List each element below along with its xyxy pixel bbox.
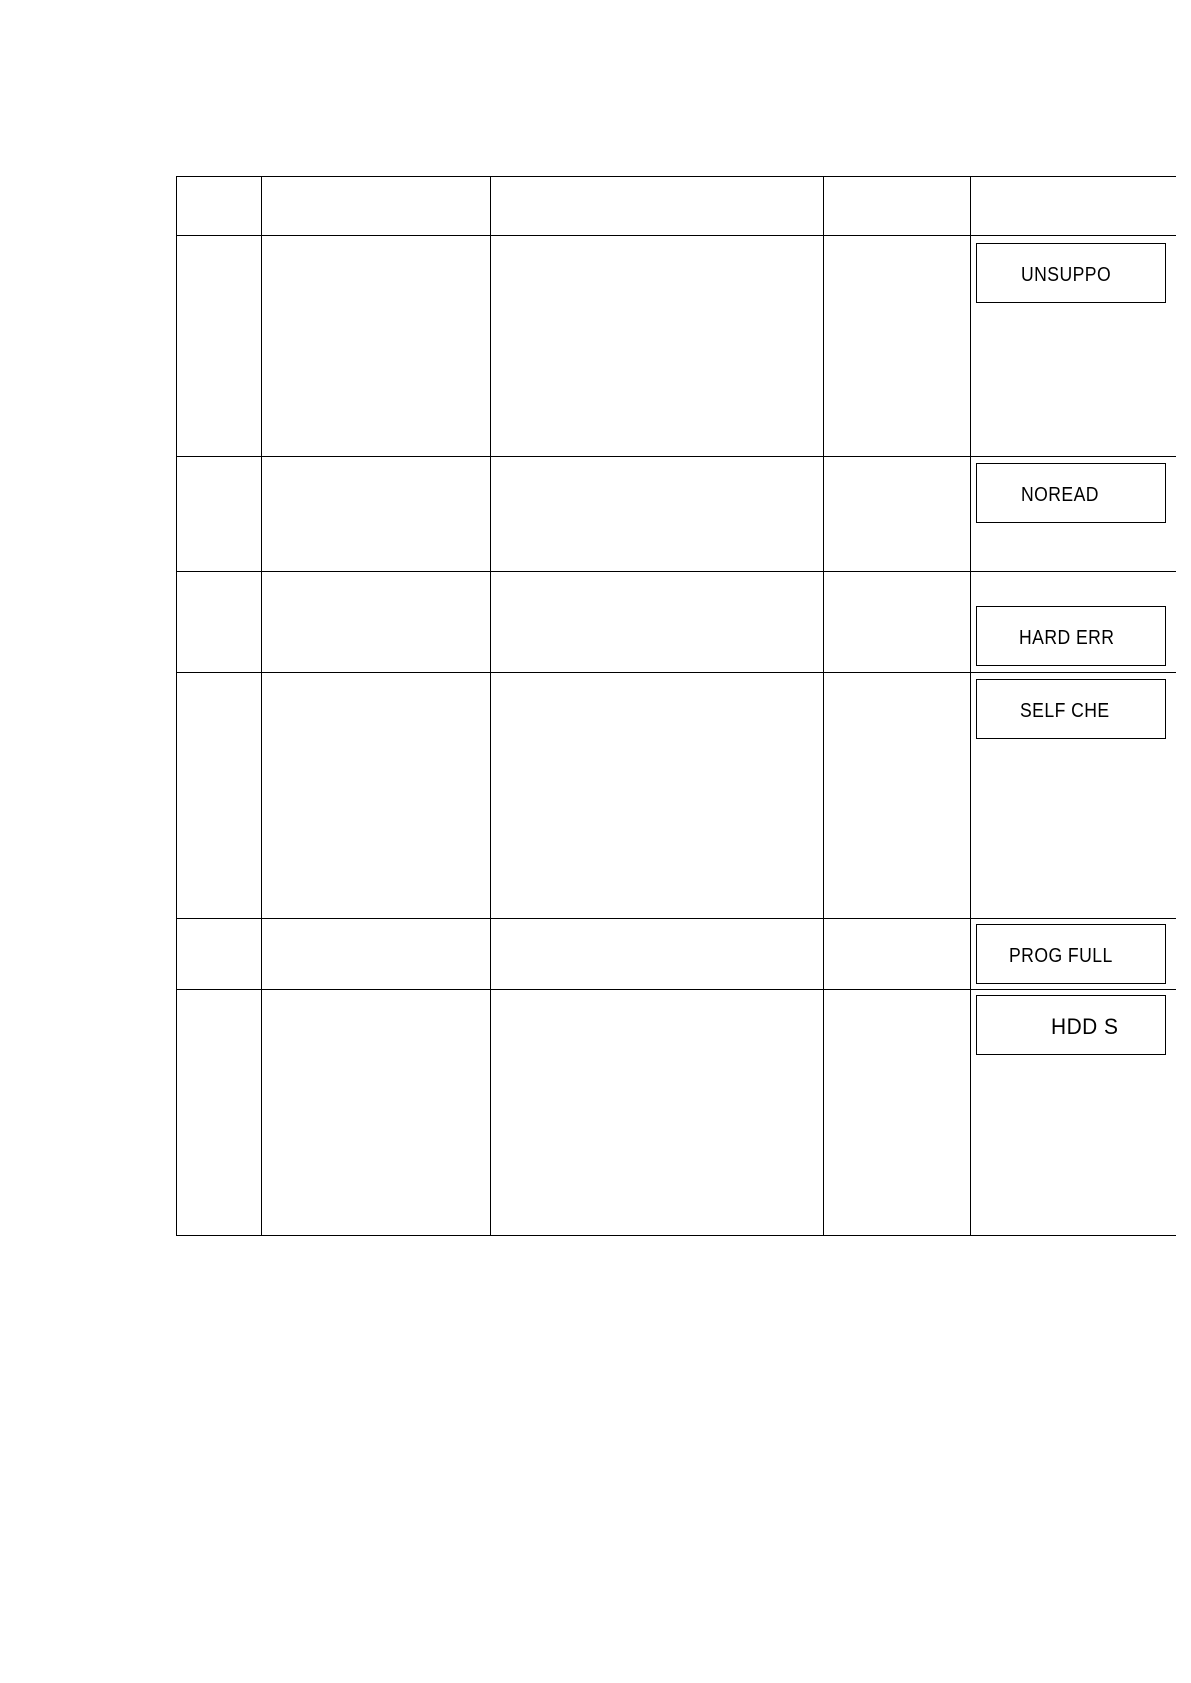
table-grid [176,176,1176,1236]
row-1-bottom-border [176,456,1176,457]
header-bottom-border [176,235,1176,236]
display-box-hard-error [976,606,1166,666]
display-box-self-check [976,679,1166,739]
display-text-hard-error: HARD ERR [1019,627,1115,649]
header-cell-no [176,176,261,235]
header-cell-item [262,176,490,235]
column-divider-1 [261,176,262,1236]
display-text-self-check: SELF CHE [1020,700,1110,722]
header-cell-remark [824,176,970,235]
table-left-border [176,176,177,1236]
display-text-hdd-status: HDD S [1051,1014,1119,1039]
display-box-unsupported [976,243,1166,303]
table-bottom-border [176,1235,1176,1236]
row-2-bottom-border [176,571,1176,572]
error-display-table [176,176,1119,1236]
display-box-hdd-status [976,995,1166,1055]
row-5-bottom-border [176,989,1176,990]
display-text-prog-full: PROG FULL [1009,945,1113,967]
column-divider-3 [823,176,824,1236]
display-box-prog-full [976,924,1166,984]
display-box-noread [976,463,1166,523]
header-cell-display [971,176,1171,235]
header-cell-description [491,176,823,235]
row-3-bottom-border [176,672,1176,673]
column-divider-2 [490,176,491,1236]
column-divider-4 [970,176,971,1236]
row-4-bottom-border [176,918,1176,919]
display-text-unsupported: UNSUPPO [1021,264,1112,286]
display-text-noread: NOREAD [1021,484,1099,506]
